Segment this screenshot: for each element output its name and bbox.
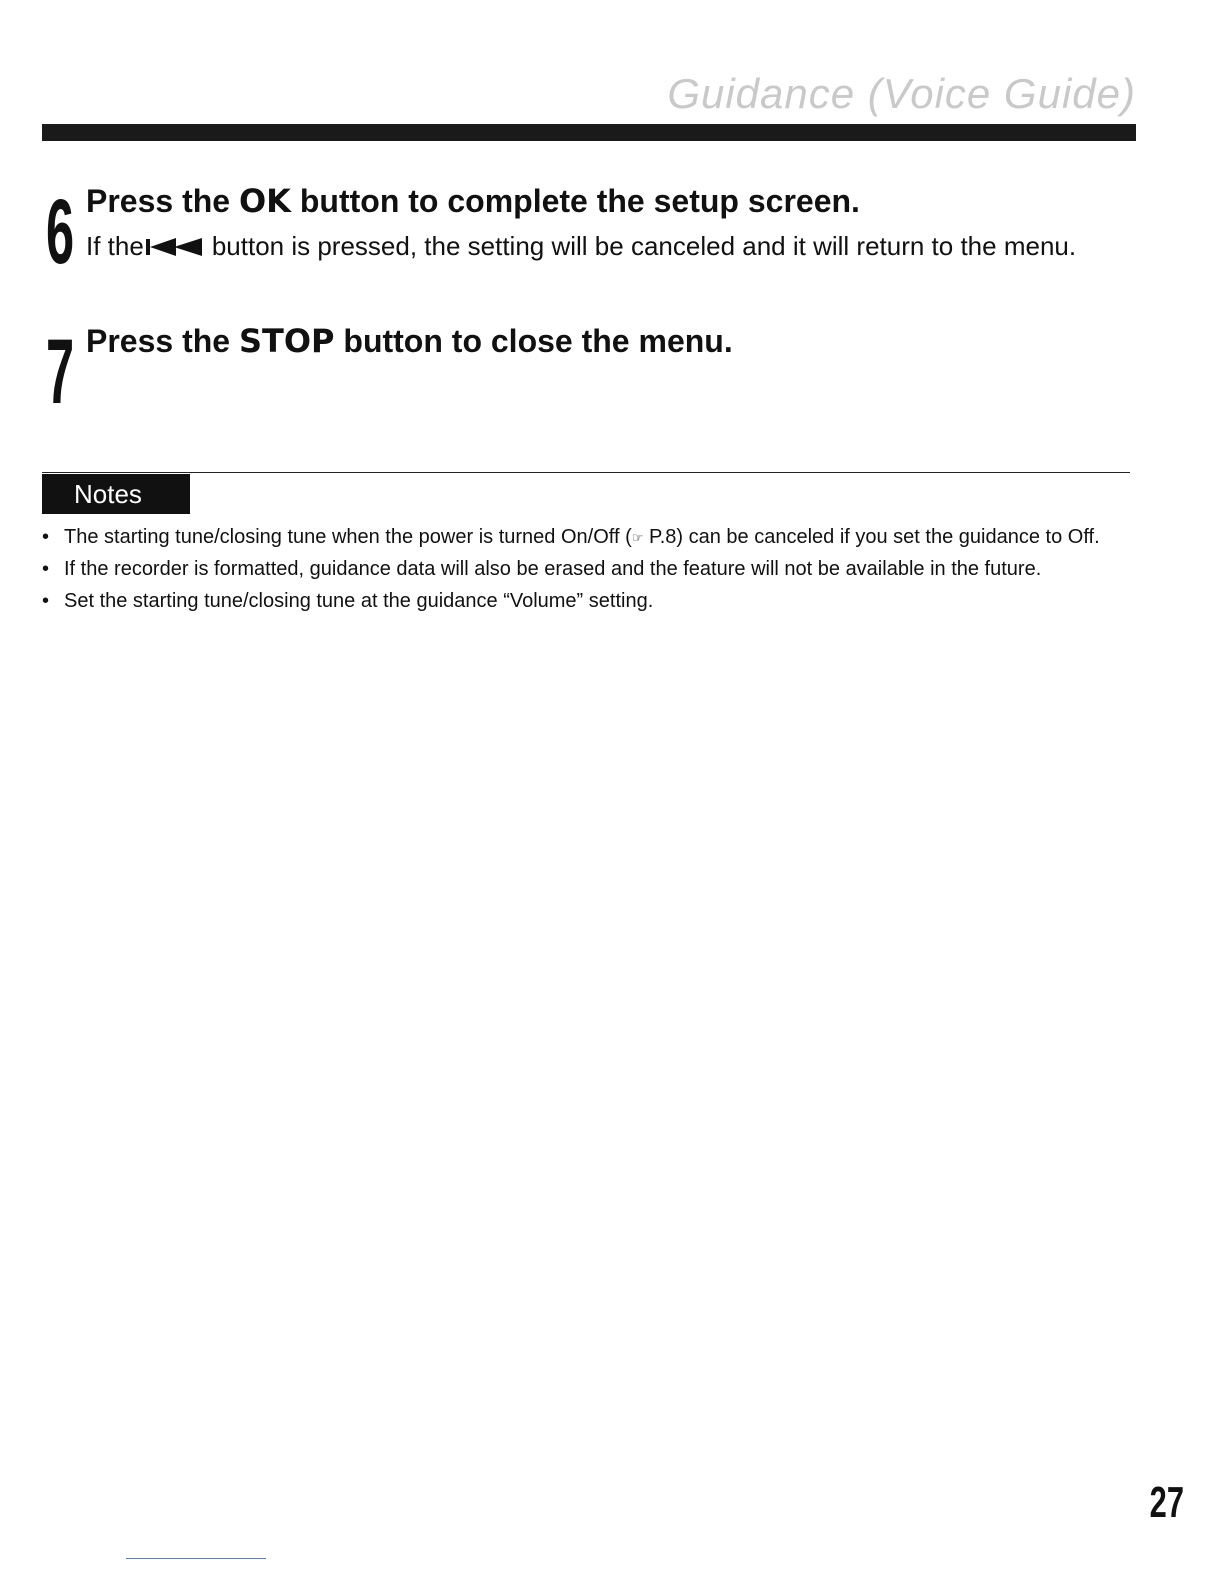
page-number: 27 [1149,1478,1184,1527]
list-item [42,525,1132,550]
list-item: • If the recorder is formatted, guidance data will also be erased and the feature will not be available in the future. [42,557,1132,582]
step-body [86,228,1142,266]
step-number: 6 [46,181,75,283]
skip-back-icon [146,230,206,266]
list-item: • Set the starting tune/closing tune at the guidance “Volume” setting. [42,589,1132,614]
note-text: The starting tune/closing tune when the power is turned On/Off ( [64,526,632,548]
reference-icon: ☞ [631,530,644,546]
step-title-text: button to close the menu. [334,323,733,359]
step-body-text: button is pressed, the setting will be canceled and it will return to the menu. [211,231,1077,261]
step-title [86,322,733,360]
footer-divider [126,1558,266,1559]
note-text: P.8) can be canceled if you set the guidance to Off. [643,526,1100,548]
notes-list [42,525,1132,621]
step-title-text: button to complete the setup screen. [290,183,860,219]
step-title-key: STOP [238,322,335,360]
page-header-title: Guidance (Voice Guide) [667,70,1136,117]
step-title-key: OK [238,182,291,220]
step-body-text: If the [86,231,144,261]
header-divider-bar [42,124,1136,141]
notes-rule [42,472,1130,473]
step-number: 7 [46,321,75,423]
step-title-text: Press the [86,183,239,219]
notes-label: Notes [42,474,190,514]
step-title-text: Press the [86,323,239,359]
step-title [86,182,860,220]
